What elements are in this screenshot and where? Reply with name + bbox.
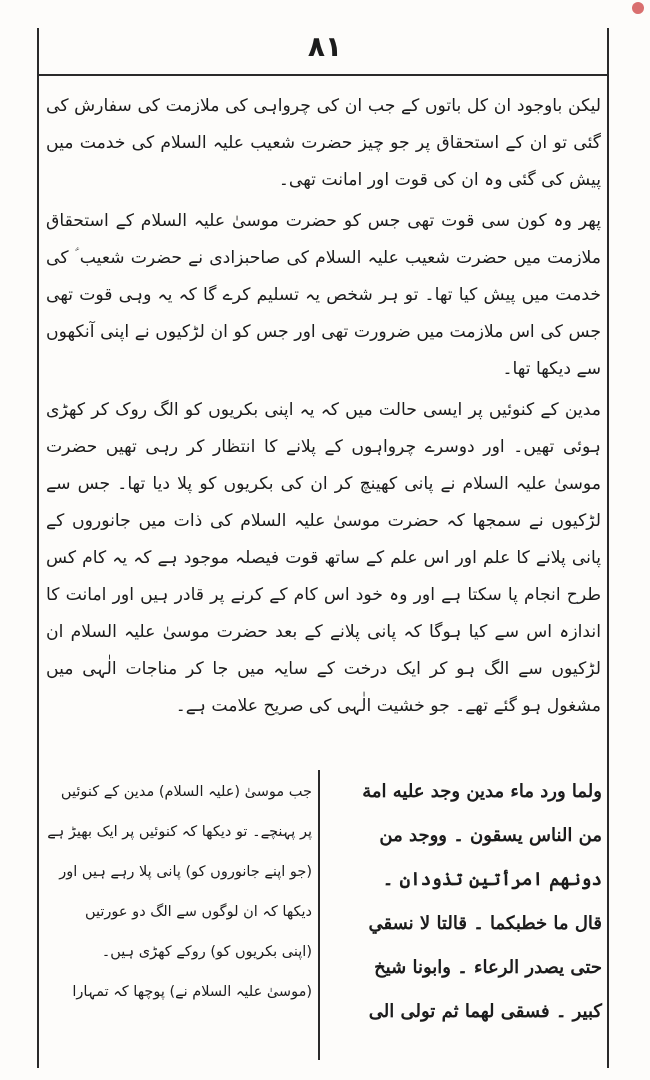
corner-mark: [632, 2, 644, 14]
translation-line: (جو اپنے جانوروں کو) پانی پلا رہے ہیں اور: [59, 864, 312, 880]
translation-line: جب موسیٰ (علیہ السلام) مدین کے کنوئیں: [60, 784, 312, 800]
left-border-rule: [37, 28, 39, 1068]
page-number: ۸۱: [307, 30, 343, 63]
arabic-verse-column: [326, 770, 602, 1034]
paragraph: پھر وہ کون سی قوت تھی جس کو حضرت موسیٰ علیہ السلام کے استحقاق ملازمت میں حضرت شعیب علیہ السلام کی صاحبزادی نے حضرت شعیب ؑ کی خدمت میں پیش کیا تھا۔ تو ہر شخص یہ تسلیم کرے گا کہ یہ وہی قوت تھی جس کی اس ملازمت میں ضرورت تھی اور جس کو ان لڑکیوں نے اپنی آنکھوں سے دیکھا تھا۔: [46, 211, 601, 379]
right-border-rule: [607, 28, 609, 1068]
column-divider-rule: [318, 770, 320, 1060]
arabic-line: ولما ورد ماء مدين وجد عليه امة: [362, 781, 602, 802]
translation-line: (موسیٰ علیہ السلام نے) پوچھا کہ تمہارا: [72, 984, 312, 1000]
translation-line: پر پہنچے۔ تو دیکھا کہ کنوئیں پر ایک بھیڑ ہے: [47, 824, 312, 840]
arabic-line: كبير ۔ فسقى لهما ثم تولى الى: [368, 1001, 602, 1022]
arabic-line: من الناس يسقون ۔ ووجد من: [379, 825, 602, 846]
arabic-line: حتى يصدر الرعاء ۔ وابونا شيخ: [374, 957, 602, 978]
header-rule: [37, 74, 609, 76]
paragraph: لیکن باوجود ان کل باتوں کے جب ان کی چرواہی کی ملازمت کی سفارش کی گئی تو ان کے استحقاق پر جو چیز حضرت شعیب علیہ السلام کی خدمت میں پیش کی گئی وہ ان کی قوت اور امانت تھی۔: [46, 96, 601, 190]
translation-column: [44, 772, 312, 1012]
translation-line: (اپنی بکریوں کو) روکے کھڑی ہیں۔: [101, 944, 312, 960]
body-text: [46, 88, 601, 725]
arabic-line: قال ما خطبكما ۔ قالتا لا نسقي: [368, 913, 602, 934]
translation-line: دیکھا کہ ان لوگوں سے الگ دو عورتیں: [84, 904, 312, 920]
arabic-line: دونهم امرأتين تذودان ۔: [382, 869, 602, 890]
paragraph: مدین کے کنوئیں پر ایسی حالت میں کہ یہ اپنی بکریوں کو الگ روک کر کھڑی ہوئی تھیں۔ اور دوسرے چرواہوں کے پلانے کا انتظار کر رہی تھیں حضرت موسیٰ علیہ السلام نے پانی کھینچ کر ان کی بکریوں کو پلا دیا تھا۔ جس سے لڑکیوں نے سمجھا کہ حضرت موسیٰ علیہ السلام کی ذات میں جانوروں کے پانی پلانے کا علم اور اس علم کے ساتھ قوت فیصلہ موجود ہے کہ یہ کام کس طرح انجام پا سکتا ہے اور وہ خود اس کام کے کرنے پر قادر ہیں اور امانت کا اندازہ اس سے کیا ہوگا کہ پانی پلانے کے بعد حضرت موسیٰ علیہ السلام ان لڑکیوں سے الگ ہو کر ایک درخت کے سایہ میں جا کر مناجات الٰہی میں مشغول ہو گئے تھے۔ جو خشیت الٰہی کی صریح علامت ہے۔: [46, 400, 601, 716]
